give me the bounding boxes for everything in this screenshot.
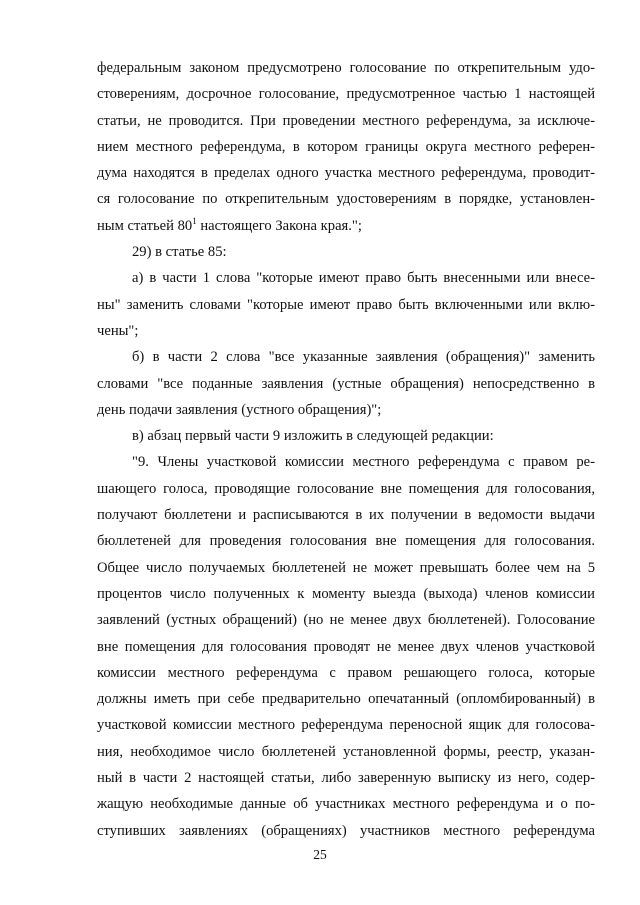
text-line-content: ния, необходимое число бюллетеней установленной формы, реестр, указан- <box>97 743 595 760</box>
text-line-content: комиссии местного референдума с правом решающего голоса, которые <box>97 664 595 681</box>
text-line-content: шающего голоса, проводящие голосование вне помещения для голосования, <box>97 480 595 497</box>
text-line-content: стоверениям, досрочное голосование, предусмотренное частью 1 настоящей <box>97 86 595 103</box>
superscript: 1 <box>192 215 197 226</box>
text-line-content: жащую необходимые данные об участниках местного референдума и о по- <box>97 796 595 813</box>
text-line-content: ным статьей 80 <box>97 217 193 234</box>
text-line-content: ся голосование по открепительным удостоверениям в порядке, установлен- <box>97 191 595 208</box>
text-line <box>97 265 595 291</box>
text-line <box>97 397 595 423</box>
text-line <box>97 186 595 212</box>
text-line <box>97 739 595 765</box>
text-line-continuation: настоящего Закона края."; <box>196 217 362 234</box>
text-line <box>97 528 595 554</box>
text-line <box>97 213 595 239</box>
text-line-content: ный в части 2 настоящей статьи, либо заверенную выписку из него, содер- <box>97 770 595 787</box>
text-line <box>97 607 595 633</box>
text-line <box>97 344 595 370</box>
text-line <box>97 791 595 817</box>
text-line <box>97 134 595 160</box>
text-line <box>97 371 595 397</box>
text-line-content: день подачи заявления (устного обращения)"; <box>97 401 382 418</box>
text-line-content: процентов число полученных к моменту выезда (выхода) членов комиссии <box>97 585 595 602</box>
text-line-content: бюллетеней для проведения голосования вне помещения для голосования. <box>97 533 595 550</box>
text-line-content: а) в части 1 слова "которые имеют право быть внесенными или внесе- <box>132 270 595 287</box>
text-line-content: словами "все поданные заявления (устные обращения) непосредственно в <box>97 375 595 392</box>
text-line <box>97 686 595 712</box>
text-line-content: б) в части 2 слова "все указанные заявления (обращения)" заменить <box>132 349 595 366</box>
document-body <box>97 55 595 844</box>
text-line-content: федеральным законом предусмотрено голосование по открепительным удо- <box>97 60 595 76</box>
text-line <box>97 712 595 738</box>
text-line <box>97 660 595 686</box>
text-line <box>97 423 595 449</box>
text-line-content: в) абзац первый части 9 изложить в следующей редакции: <box>132 428 494 445</box>
text-line-content: ступивших заявлениях (обращениях) участников местного референдума <box>97 822 595 839</box>
text-line-content: 29) в статье 85: <box>132 244 227 261</box>
text-line <box>97 581 595 607</box>
text-line <box>97 81 595 107</box>
text-line <box>97 476 595 502</box>
text-line <box>97 449 595 475</box>
text-line-content: получают бюллетени и расписываются в их получении в ведомости выдачи <box>97 507 595 524</box>
text-line-content: Общее число получаемых бюллетеней не может превышать более чем на 5 <box>97 559 595 576</box>
text-line-content: заявлений (устных обращений) (но не менее двух бюллетеней). Голосование <box>97 612 595 629</box>
text-line <box>97 502 595 528</box>
text-line <box>97 108 595 134</box>
text-line <box>97 555 595 581</box>
text-line-content: "9. Члены участковой комиссии местного референдума с правом ре- <box>132 454 595 471</box>
text-line-content: статьи, не проводится. При проведении местного референдума, за исключе- <box>97 112 595 129</box>
text-line-content: чены"; <box>97 322 139 339</box>
text-line-content: вне помещения для голосования проводят не менее двух членов участковой <box>97 638 595 655</box>
text-line <box>97 160 595 186</box>
text-line-content: участковой комиссии местного референдума переносной ящик для голосова- <box>97 717 595 734</box>
text-line <box>97 239 595 265</box>
text-line-content: нием местного референдума, в котором границы округа местного референ- <box>97 138 595 155</box>
text-line <box>97 818 595 844</box>
text-line <box>97 318 595 344</box>
text-line-content: ны" заменить словами "которые имеют право быть включенными или вклю- <box>97 296 595 313</box>
text-line <box>97 765 595 791</box>
text-line-content: дума находятся в пределах одного участка местного референдума, проводит- <box>97 165 595 182</box>
page-number: 25 <box>313 847 327 862</box>
text-line <box>97 634 595 660</box>
text-line <box>97 55 595 81</box>
text-line-content: должны иметь при себе предварительно опечатанный (опломбированный) в <box>97 691 595 708</box>
text-line <box>97 292 595 318</box>
